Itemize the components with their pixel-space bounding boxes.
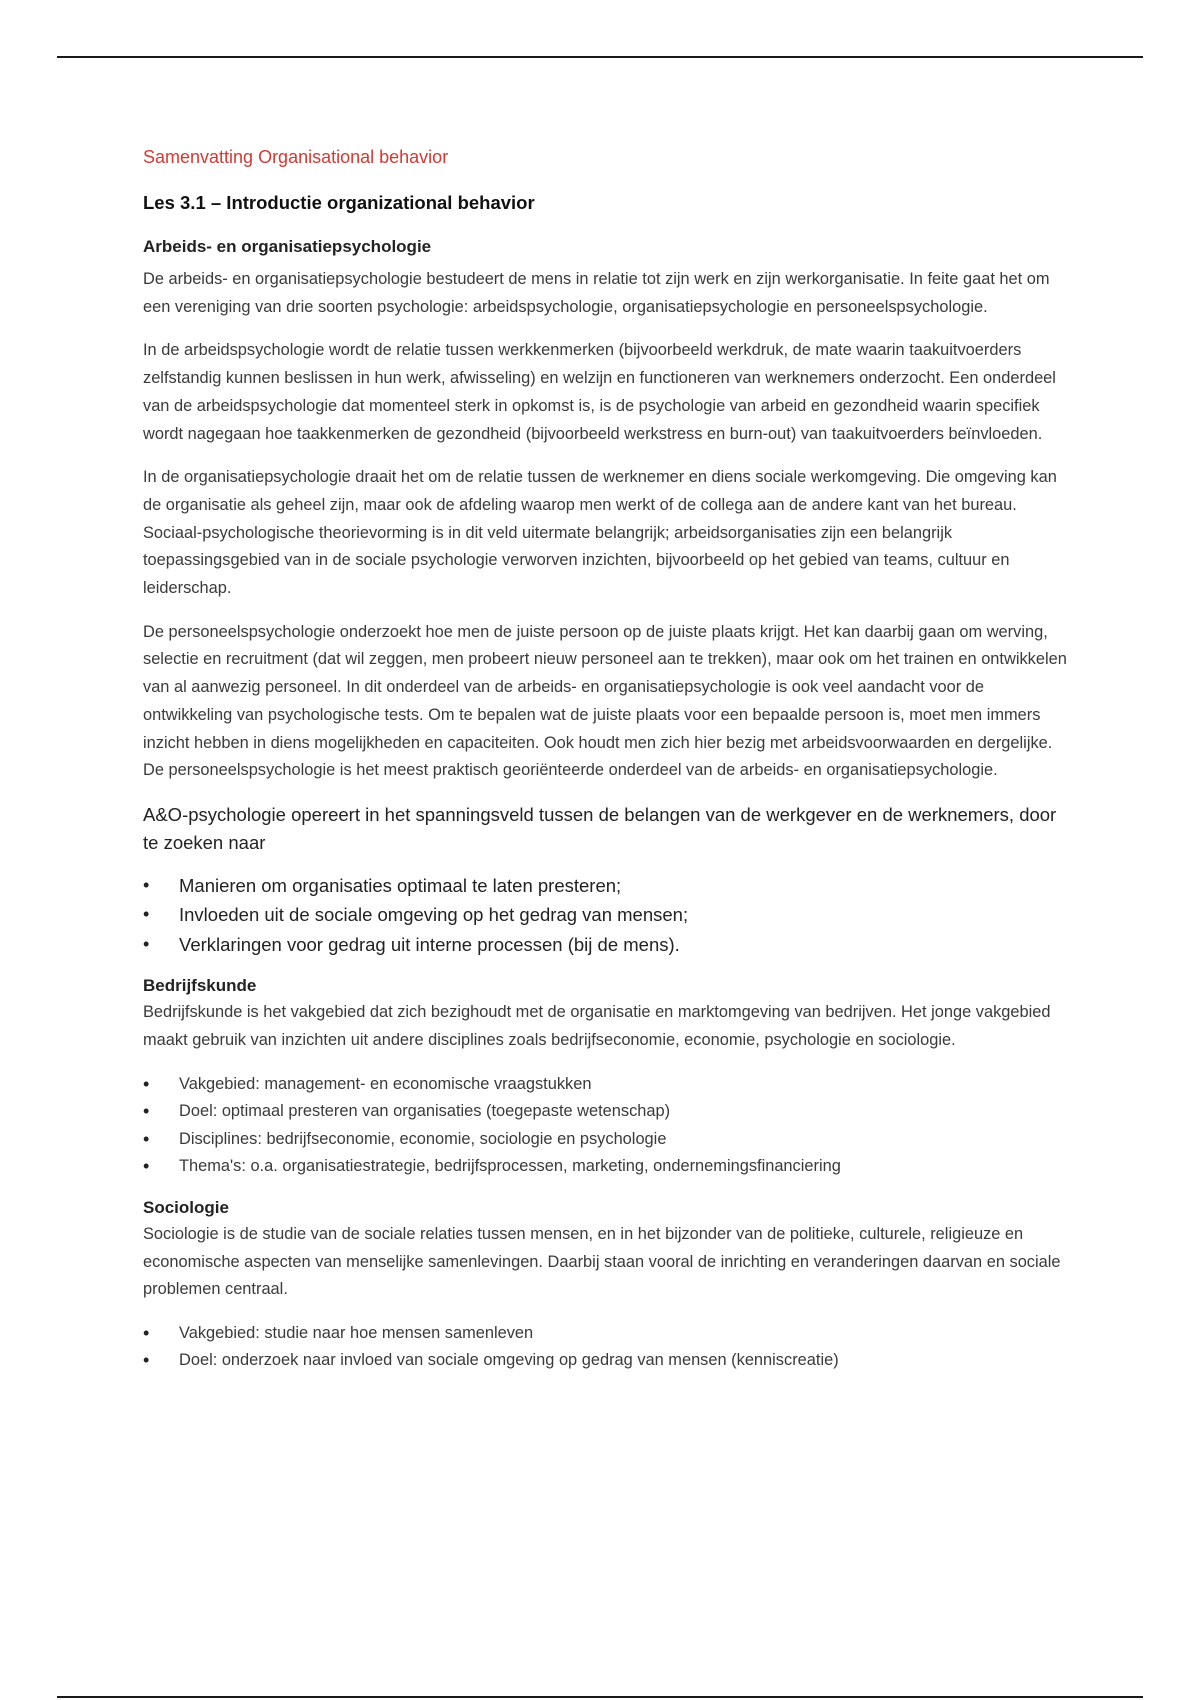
list-item: • Invloeden uit de sociale omgeving op het gedrag van mensen;: [143, 900, 1073, 930]
section-heading-ao: Arbeids- en organisatiepsychologie: [143, 237, 432, 256]
list-item: • Manieren om organisaties optimaal te laten presteren;: [143, 871, 1073, 901]
paragraph: Bedrijfskunde is het vakgebied dat zich bezighoudt met de organisatie en marktomgeving van bedrijven. Het jonge vakgebied maakt gebruik van inzichten uit andere disciplines zoals bedrijfseconomie, economie, psychologie en sociologie.: [143, 1003, 1051, 1050]
list-item: • Vakgebied: studie naar hoe mensen samenleven: [143, 1320, 1073, 1348]
bottom-rule: [57, 1696, 1143, 1698]
list-item: • Disciplines: bedrijfseconomie, economie, sociologie en psychologie: [143, 1126, 1073, 1154]
bedrijfskunde-bullet-list: [143, 1071, 1073, 1181]
paragraph: Sociologie is de studie van de sociale relaties tussen mensen, en in het bijzonder van de politieke, culturele, religieuze en economische aspecten van menselijke samenlevingen. Daarbij staan vooral de inrichting en veranderingen daarvan en sociale problemen centraal.: [143, 1224, 1061, 1299]
sociologie-bullet-list: [143, 1320, 1073, 1375]
paragraph: De arbeids- en organisatiepsychologie bestudeert de mens in relatie tot zijn werk en zijn werkorganisatie. In feite gaat het om een vereniging van drie soorten psychologie: arbeidspsychologie, organisatiepsychologie en personeelspsychologie.: [143, 270, 1050, 316]
section-heading-sociologie: Sociologie: [143, 1197, 229, 1217]
document-body: [143, 144, 1073, 1389]
list-item: • Vakgebied: management- en economische vraagstukken: [143, 1071, 1073, 1099]
document-title: Samenvatting Organisational behavior: [143, 147, 449, 167]
ao-intro: A&O-psychologie opereert in het spanningsveld tussen de belangen van de werkgever en de werknemers, door te zoeken naar: [143, 803, 1057, 853]
list-item: • Doel: optimaal presteren van organisaties (toegepaste wetenschap): [143, 1098, 1073, 1126]
list-item: • Doel: onderzoek naar invloed van sociale omgeving op gedrag van mensen (kenniscreatie): [143, 1347, 1073, 1375]
section-heading-bedrijfskunde: Bedrijfskunde: [143, 976, 257, 996]
ao-bullet-list: [143, 871, 1073, 960]
lesson-heading: Les 3.1 – Introductie organizational behavior: [143, 192, 535, 213]
list-item: • Verklaringen voor gedrag uit interne processen (bij de mens).: [143, 930, 1073, 960]
paragraph: In de organisatiepsychologie draait het om de relatie tussen de werknemer en diens sociale werkomgeving. Die omgeving kan de organisatie als geheel zijn, maar ook de afdeling waarop men werkt of de collega aan de andere kant van het bureau. Sociaal-psychologische theorievorming is in dit veld uitermate belangrijk; arbeidsorganisaties zijn een belangrijk toepassingsgebied van in de sociale psychologie verworven inzichten, bijvoorbeeld op het gebied van teams, cultuur en leiderschap.: [143, 468, 1057, 598]
paragraph: De personeelspsychologie onderzoekt hoe men de juiste persoon op de juiste plaats krijgt. Het kan daarbij gaan om werving, selectie en recruitment (dat wil zeggen, men probeert nieuw personeel aan te trekken), maar ook om het trainen en ontwikkelen van al aanwezig personeel. In dit onderdeel van de arbeids- en organisatiepsychologie is ook veel aandacht voor de ontwikkeling van psychologische tests. Om te bepalen wat de juiste plaats voor een bepaalde persoon is, moet men immers inzicht hebben in diens mogelijkheden en capaciteiten. Ook houdt men zich hier bezig met arbeidsvoorwaarden en dergelijke. De personeelspsychologie is het meest praktisch georiënteerde onderdeel van de arbeids- en organisatiepsychologie.: [143, 622, 1067, 780]
paragraph: In de arbeidspsychologie wordt de relatie tussen werkkenmerken (bijvoorbeeld werkdruk, de mate waarin taakuitvoerders zelfstandig kunnen beslissen in hun werk, afwisseling) en welzijn en functioneren van werknemers onderzocht. Een onderdeel van de arbeidspsychologie dat momenteel sterk in opkomst is, is de psychologie van arbeid en gezondheid waarin specifiek wordt nagegaan hoe taakkenmerken de gezondheid (bijvoorbeeld werkstress en burn-out) van taakuitvoerders beïnvloeden.: [143, 341, 1056, 443]
list-item: • Thema's: o.a. organisatiestrategie, bedrijfsprocessen, marketing, ondernemingsfinanciering: [143, 1153, 1073, 1181]
top-rule: [57, 56, 1143, 58]
